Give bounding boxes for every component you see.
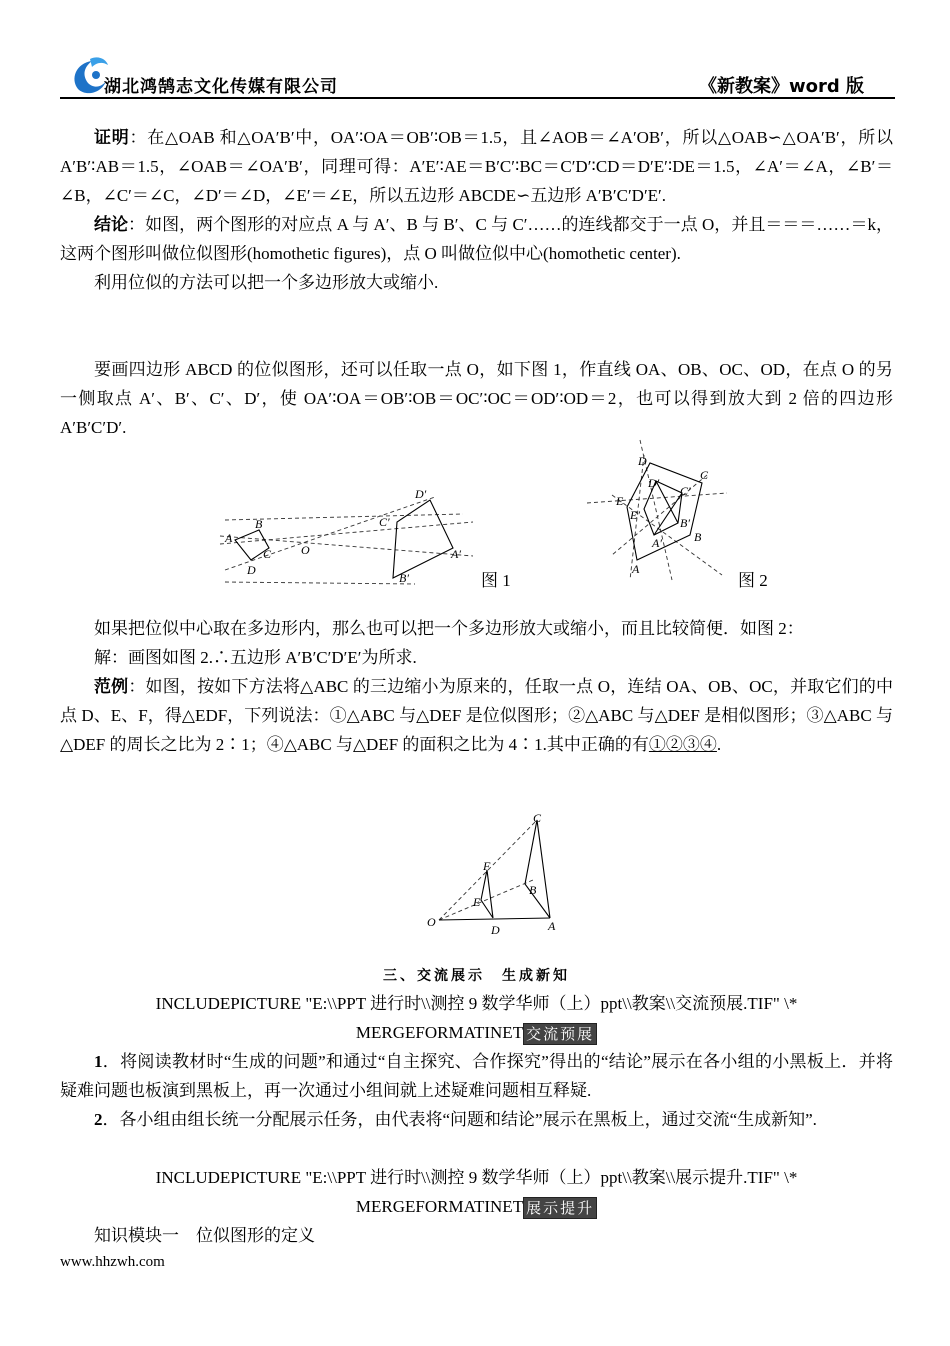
fig2-label-D: D	[638, 454, 647, 468]
module-wrap	[60, 1221, 893, 1250]
fig3-label-D: D	[491, 923, 500, 937]
fig1-label-C: C	[263, 547, 272, 561]
figure-2-caption: 图 2	[738, 571, 768, 590]
figure-3	[425, 808, 565, 938]
text-block-quad	[60, 355, 893, 442]
conclusion-paragraph	[60, 210, 893, 268]
item-2	[60, 1105, 893, 1134]
proof-label: 证明	[94, 128, 130, 147]
fig2-label-A: A	[632, 562, 640, 576]
fig3-label-F: F	[483, 859, 491, 873]
example-answer: ①②③④	[648, 735, 717, 754]
example-end: .	[716, 735, 722, 754]
include-1-line-2-wrap	[60, 1018, 893, 1047]
include-block-1	[60, 989, 893, 1047]
fig2-label-C2: C′	[680, 484, 691, 498]
include-1-line-1: INCLUDEPICTURE "E:\\PPT 进行时\\测控 9 数学华师（上）ppt\\教案\\交流预展.TIF" \*	[155, 994, 798, 1013]
include-2-line-1: INCLUDEPICTURE "E:\\PPT 进行时\\测控 9 数学华师（上）ppt\\教案\\展示提升.TIF" \*	[155, 1168, 798, 1187]
fig1-label-O: O	[301, 543, 310, 557]
item-1	[60, 1047, 893, 1105]
example-text: ：如图，按如下方法将△ABC 的三边缩小为原来的，任取一点 O，连结 OA、OB、OC，并取它们的中点 D、E、F，得△EDF，下列说法：①△ABC 与△DEF 是位似图形；②△ABC 与△DEF 是相似图形；③△ABC 与△DEF 的周长之比为 2∶1；④△ABC 与△DEF 的面积之比为 4∶1.其中正确的有	[60, 677, 894, 754]
item-1-num: 1	[94, 1052, 103, 1071]
section-3-title: 三、交流展示 生成新知	[383, 969, 570, 984]
fig2-label-E2: E′	[630, 508, 640, 522]
fig1-label-D: D	[247, 563, 256, 577]
proof-text: ：在△OAB 和△OA′B′中，OA′∶OA＝OB′∶OB＝1.5，且∠AOB＝∠A′OB′，所以△OAB∽△OA′B′，所以 A′B′∶AB＝1.5，∠OAB＝∠OA′B′，同理可得：A′E′∶AE＝B′C′∶BC＝C′D′∶CD＝D′E′∶DE＝1.5，∠A′＝∠A，∠B′＝∠B，∠C′＝∠C，∠D′＝∠D，∠E′＝∠E，所以五边形 ABCDE∽五边形 A′B′C′D′E′.	[60, 128, 893, 205]
include-2-line-2-wrap	[60, 1192, 893, 1221]
fig2-label-B2: B′	[680, 516, 690, 530]
badge-exchange-preview: 交流预展	[523, 1023, 597, 1045]
conclusion-text: ：如图，两个图形的对应点 A 与 A′、B 与 B′、C 与 C′……的连线都交于一点 O，并且＝＝＝……＝k，这两个图形叫做位似图形(homothetic figures)，点 O 叫做位似中心(homothetic center).	[60, 215, 893, 263]
fig1-label-B: B	[255, 517, 263, 531]
badge-show-improve: 展示提升	[523, 1197, 597, 1219]
figure-2	[582, 435, 732, 585]
include-block-2	[60, 1163, 893, 1221]
fig3-label-A: A	[548, 919, 556, 933]
fig3-label-E: E	[473, 895, 481, 909]
fig1-label-C2: C′	[379, 515, 390, 529]
fig2-label-E: E	[616, 494, 624, 508]
fig2-label-C: C	[700, 468, 709, 482]
fig3-label-C: C	[533, 811, 542, 825]
inside-paragraph: 如果把位似中心取在多边形内，那么也可以把一个多边形放大或缩小，而且比较简便．如图 2：	[94, 619, 804, 638]
fig1-label-B2: B′	[399, 571, 409, 585]
text-block-inside	[60, 614, 893, 759]
item-2-num: 2	[94, 1110, 103, 1129]
header-doc-type: 《新教案》word 版	[698, 76, 864, 97]
fig1-label-A: A	[225, 531, 233, 545]
figure-1	[215, 482, 480, 592]
fig3-label-O: O	[427, 915, 436, 929]
quad-paragraph: 要画四边形 ABCD 的位似图形，还可以任取一点 O，如下图 1，作直线 OA、OB、OC、OD，在点 O 的另一侧取点 A′、B′、C′、D′，使 OA′∶OA＝OB′∶OB＝OC′∶OC＝OD′∶OD＝2，也可以得到放大到 2 倍的四边形 A′B′C′D′.	[60, 360, 893, 437]
header-rule	[60, 97, 895, 99]
fig1-label-A2: A′	[451, 547, 461, 561]
fig1-label-D2: D′	[415, 487, 427, 501]
item-1-text: ．将阅读教材时“生成的问题”和通过“自主探究、合作探究”得出的“结论”展示在各小组的小黑板上．并将疑难问题也板演到黑板上，再一次通过小组间就上述疑难问题相互释疑.	[60, 1052, 893, 1100]
conclusion-label: 结论	[94, 215, 129, 234]
section-3-items	[60, 1047, 893, 1134]
text-block-proof	[60, 123, 893, 297]
figure-1-caption: 图 1	[481, 571, 511, 590]
knowledge-module-title: 知识模块一 位似图形的定义	[94, 1226, 315, 1245]
header-company: 湖北鸿鹄志文化传媒有限公司	[104, 77, 338, 97]
include-1-line-2: MERGEFORMATINET	[355, 1023, 524, 1042]
item-2-text: ．各小组由组长统一分配展示任务，由代表将“问题和结论”展示在黑板上，通过交流“生成新知”.	[102, 1110, 817, 1129]
fig3-label-B: B	[529, 883, 537, 897]
fig2-label-D2: D′	[648, 476, 660, 490]
fig2-label-B: B	[694, 530, 702, 544]
example-paragraph	[60, 672, 893, 759]
footer-url: www.hhzwh.com	[60, 1254, 165, 1270]
solution-paragraph: 解：画图如图 2.∴五边形 A′B′C′D′E′为所求.	[94, 648, 417, 667]
example-label: 范例	[94, 677, 129, 696]
enlarge-paragraph: 利用位似的方法可以把一个多边形放大或缩小.	[94, 273, 439, 292]
fig2-label-A2: A′	[652, 536, 662, 550]
include-2-line-2: MERGEFORMATINET	[355, 1197, 524, 1216]
proof-paragraph	[60, 123, 893, 210]
